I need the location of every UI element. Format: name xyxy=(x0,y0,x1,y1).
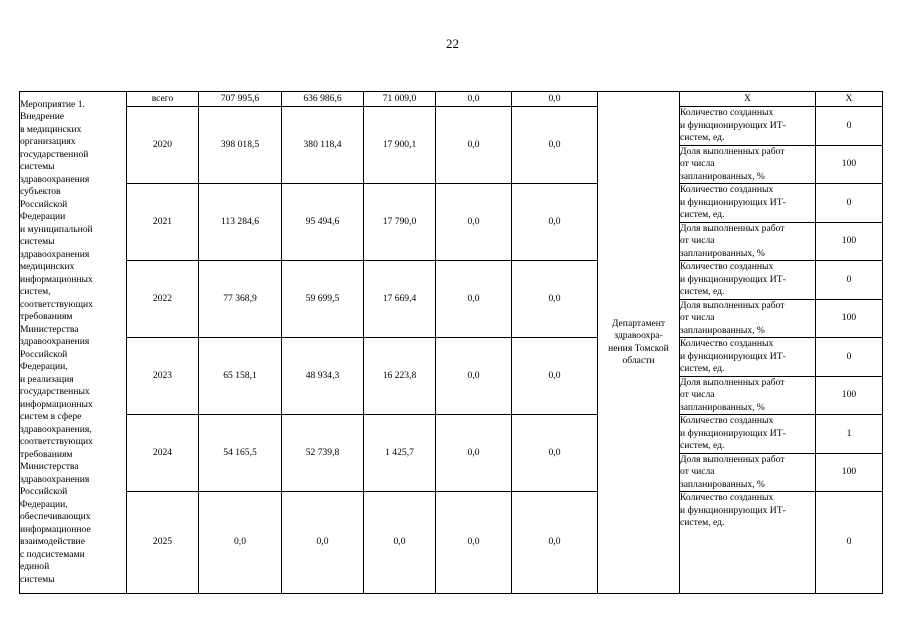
local-cell: 0,0 xyxy=(436,415,512,492)
total-cell: 54 165,5 xyxy=(199,415,282,492)
table-row xyxy=(20,184,883,223)
federal-cell: 95 494,6 xyxy=(282,184,364,261)
table-row xyxy=(20,107,883,146)
regional-cell: 1 425,7 xyxy=(364,415,436,492)
local-cell: 0,0 xyxy=(436,107,512,184)
indicator-value-cell: 100 xyxy=(816,453,883,492)
table-row xyxy=(20,92,883,107)
table-row xyxy=(20,261,883,300)
regional-cell: 17 790,0 xyxy=(364,184,436,261)
other-cell: 0,0 xyxy=(512,338,598,415)
indicator-value-cell: 0 xyxy=(816,492,883,594)
indicator-value-cell: 100 xyxy=(816,145,883,184)
indicator-value-cell: 100 xyxy=(816,222,883,261)
total-cell: 707 995,6 xyxy=(199,92,282,107)
federal-cell: 48 934,3 xyxy=(282,338,364,415)
period-cell: 2022 xyxy=(127,261,199,338)
total-cell: 113 284,6 xyxy=(199,184,282,261)
local-cell: 0,0 xyxy=(436,92,512,107)
period-cell: 2020 xyxy=(127,107,199,184)
federal-cell: 0,0 xyxy=(282,492,364,594)
other-cell: 0,0 xyxy=(512,261,598,338)
indicator-value-cell: Х xyxy=(816,92,883,107)
period-cell: 2023 xyxy=(127,338,199,415)
local-cell: 0,0 xyxy=(436,338,512,415)
other-cell: 0,0 xyxy=(512,492,598,594)
indicator-name-cell: Количество созданных и функционирующих ИТ- систем, ед. xyxy=(680,492,816,594)
local-cell: 0,0 xyxy=(436,492,512,594)
indicator-value-cell: 0 xyxy=(816,184,883,223)
other-cell: 0,0 xyxy=(512,415,598,492)
indicator-name-cell: Количество созданных и функционирующих ИТ- систем, ед. xyxy=(680,107,816,146)
indicator-value-cell: 0 xyxy=(816,338,883,377)
indicator-name-cell: Х xyxy=(680,92,816,107)
regional-cell: 16 223,8 xyxy=(364,338,436,415)
other-cell: 0,0 xyxy=(512,107,598,184)
other-cell: 0,0 xyxy=(512,184,598,261)
federal-cell: 52 739,8 xyxy=(282,415,364,492)
indicator-name-cell: Количество созданных и функционирующих ИТ- систем, ед. xyxy=(680,338,816,377)
page-number: 22 xyxy=(446,36,459,51)
local-cell: 0,0 xyxy=(436,261,512,338)
regional-cell: 71 009,0 xyxy=(364,92,436,107)
event-title-cell: Мероприятие 1. Внедрение в медицинских организациях государственной системы здравоохранения субъектов Российской Федерации и муниципальной системы здравоохранения медицинских информационных систем, соответствующих требованиям Министерства здравоохранения Российской Федерации, и реализация государственных информационных систем в сфере здравоохранения, соответствующих требованиям Министерства здравоохранения Российской Федерации, обеспечивающих информационное взаимодействие с подсистемами единой системы xyxy=(20,92,127,594)
period-cell: 2025 xyxy=(127,492,199,594)
indicator-value-cell: 100 xyxy=(816,376,883,415)
regional-cell: 17 669,4 xyxy=(364,261,436,338)
federal-cell: 636 986,6 xyxy=(282,92,364,107)
indicator-name-cell: Количество созданных и функционирующих ИТ- систем, ед. xyxy=(680,415,816,454)
federal-cell: 59 699,5 xyxy=(282,261,364,338)
regional-cell: 0,0 xyxy=(364,492,436,594)
total-cell: 77 368,9 xyxy=(199,261,282,338)
table-row xyxy=(20,415,883,454)
period-cell: 2021 xyxy=(127,184,199,261)
indicator-name-cell: Доля выполненных работ от числа запланированных, % xyxy=(680,376,816,415)
indicator-name-cell: Доля выполненных работ от числа запланированных, % xyxy=(680,145,816,184)
period-cell: 2024 xyxy=(127,415,199,492)
indicator-name-cell: Доля выполненных работ от числа запланированных, % xyxy=(680,222,816,261)
federal-cell: 380 118,4 xyxy=(282,107,364,184)
indicator-value-cell: 0 xyxy=(816,107,883,146)
total-cell: 65 158,1 xyxy=(199,338,282,415)
indicator-value-cell: 1 xyxy=(816,415,883,454)
indicator-name-cell: Доля выполненных работ от числа запланированных, % xyxy=(680,299,816,338)
indicator-name-cell: Количество созданных и функционирующих ИТ- систем, ед. xyxy=(680,184,816,223)
total-cell: 0,0 xyxy=(199,492,282,594)
program-table xyxy=(19,91,883,594)
indicator-value-cell: 100 xyxy=(816,299,883,338)
local-cell: 0,0 xyxy=(436,184,512,261)
department-cell: Департамент здравоохра- нения Томской области xyxy=(598,92,680,594)
indicator-value-cell: 0 xyxy=(816,261,883,300)
total-cell: 398 018,5 xyxy=(199,107,282,184)
period-cell: всего xyxy=(127,92,199,107)
other-cell: 0,0 xyxy=(512,92,598,107)
table-row xyxy=(20,338,883,377)
indicator-name-cell: Доля выполненных работ от числа запланированных, % xyxy=(680,453,816,492)
table-row xyxy=(20,492,883,594)
regional-cell: 17 900,1 xyxy=(364,107,436,184)
indicator-name-cell: Количество созданных и функционирующих ИТ- систем, ед. xyxy=(680,261,816,300)
